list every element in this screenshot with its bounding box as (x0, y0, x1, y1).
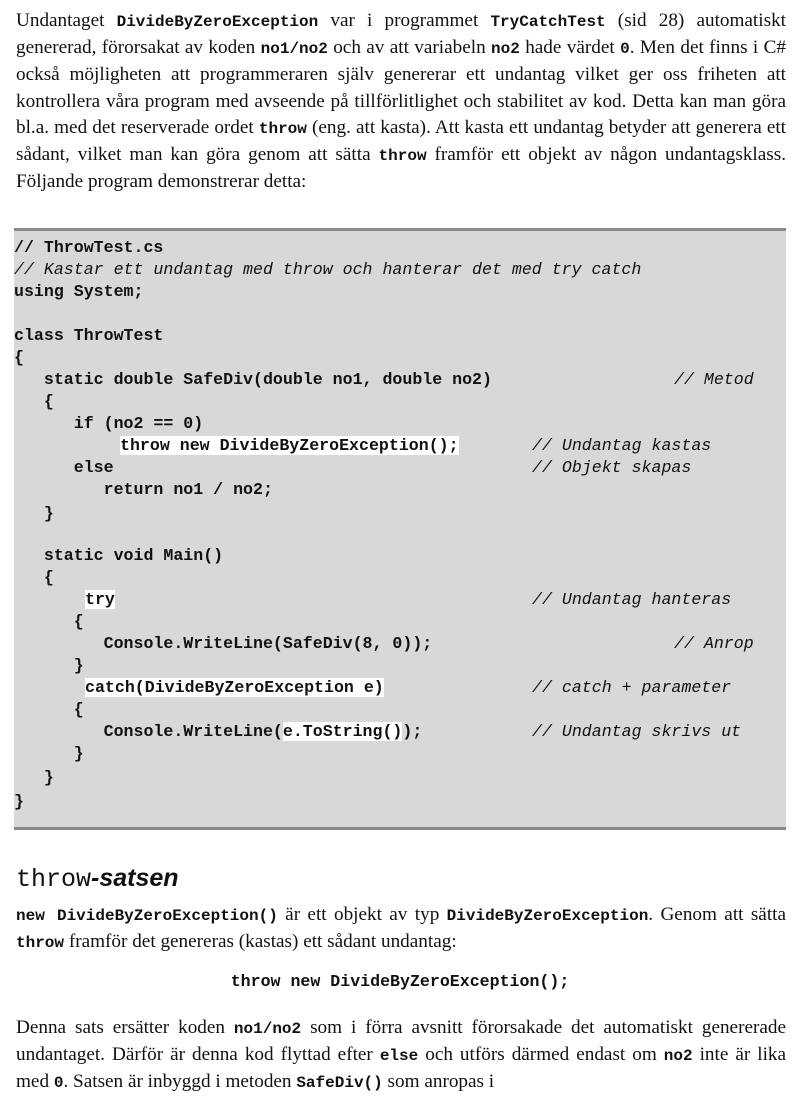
code-line: if (no2 == 0) (14, 414, 204, 433)
code-line: // ThrowTest.cs (14, 238, 164, 257)
intro-text: framför ett objekt av någon undantagsklass. Följande program demonstrerar detta: (16, 144, 786, 193)
code-line: { (14, 348, 24, 367)
intro-text: hade värdet (519, 37, 621, 59)
inline-code: DivideByZeroException (446, 907, 649, 925)
code-line: } (14, 792, 24, 811)
section-paragraph-2 (16, 1015, 786, 1097)
intro-text: och av att variabeln (327, 37, 492, 59)
code-segment: Console.WriteLine( (14, 722, 283, 741)
code-line: } (14, 656, 84, 675)
inline-code: new DivideByZeroException() (16, 907, 278, 925)
highlighted-code: e.ToString() (282, 722, 403, 741)
inline-code: throw (16, 934, 65, 953)
document-page (16, 8, 786, 195)
code-segment: ); (402, 722, 423, 741)
inline-code: no2 (491, 40, 520, 59)
section-heading (16, 862, 179, 896)
inline-code: no2 (663, 1047, 693, 1066)
para-text: är ett objekt av typ (277, 904, 447, 925)
intro-paragraph (16, 8, 786, 195)
code-line: using System; (14, 282, 144, 301)
code-line: Console.WriteLine(SafeDiv(8, 0)); (14, 634, 433, 653)
inline-code: no1/no2 (233, 1020, 302, 1038)
code-line: { (14, 612, 84, 631)
inline-code: TryCatchTest (490, 13, 606, 31)
code-line: class ThrowTest (14, 326, 164, 345)
para-text: och utförs därmed endast om (418, 1044, 664, 1066)
para-text: framför det genereras (kastas) ett sådant undantag: (64, 931, 457, 953)
code-statement: throw new DivideByZeroException(); (230, 972, 570, 991)
intro-text: (sid 28) automatiskt genererad, förorsakat av koden (16, 10, 786, 59)
code-line: } (14, 744, 84, 763)
code-comment-line: // Kastar ett undantag med throw och hanterar det med try catch (14, 260, 642, 279)
heading-code: throw (16, 865, 92, 894)
highlighted-code: catch(DivideByZeroException e) (85, 678, 384, 697)
inline-code: SafeDiv() (296, 1074, 383, 1093)
inline-code: 0 (620, 40, 630, 59)
inline-code: throw (258, 119, 307, 138)
code-listing (14, 228, 786, 830)
code-comment: // Objekt skapas (532, 458, 692, 477)
code-comment: // Undantag hanteras (532, 590, 732, 609)
intro-text: Undantaget (16, 10, 117, 31)
inline-code: no1/no2 (260, 40, 328, 59)
code-line: return no1 / no2; (14, 480, 273, 499)
code-line: static void Main() (14, 546, 224, 565)
code-line: { (14, 700, 84, 719)
code-line: else (14, 458, 114, 477)
section-paragraph-1 (16, 902, 786, 956)
code-comment: // Undantag skrivs ut (532, 722, 742, 741)
code-line: static double SafeDiv(double no1, double no2) (14, 370, 492, 389)
code-line: } (14, 504, 54, 523)
heading-text: -satsen (91, 864, 179, 892)
para-text: som i förra avsnitt förorsakade det automatiskt genererade undantaget. Därför är denna kod flyttad efter (16, 1017, 786, 1066)
para-text: . Satsen är inbyggd i metoden (63, 1071, 297, 1093)
highlighted-code: throw new DivideByZeroException(); (120, 436, 459, 455)
intro-text: . Men det finns i C# också möjligheten att programmeraren själv genererar ett undantag vilket ger oss friheten att kontrollera våra program med avseende på tillförlitlighet och stabilitet av kod. Detta kan man göra bl.a. med det reserverade ordet (16, 37, 786, 138)
inline-code: DivideByZeroException (116, 13, 319, 31)
intro-text: (eng. att kasta). Att kasta ett undantag betyder att generera ett sådant, vilket man kan göra genom att sätta (16, 116, 786, 166)
para-text: Denna sats ersätter koden (16, 1017, 234, 1038)
code-comment: // catch + parameter (532, 678, 732, 697)
intro-text: var i programmet (318, 10, 491, 31)
code-line: { (14, 392, 54, 411)
inline-code: 0 (53, 1074, 64, 1093)
inline-code: throw (378, 147, 427, 166)
code-comment: // Anrop (674, 634, 754, 653)
highlighted-code: try (85, 590, 115, 609)
code-comment: // Metod (674, 370, 754, 389)
code-comment: // Undantag kastas (532, 436, 712, 455)
code-line: { (14, 568, 54, 587)
code-line: } (14, 768, 54, 787)
para-text: inte är lika med (16, 1044, 787, 1093)
inline-code: else (379, 1047, 419, 1066)
para-text: . Genom att sätta (648, 904, 786, 925)
para-text: som anropas i (382, 1071, 495, 1093)
